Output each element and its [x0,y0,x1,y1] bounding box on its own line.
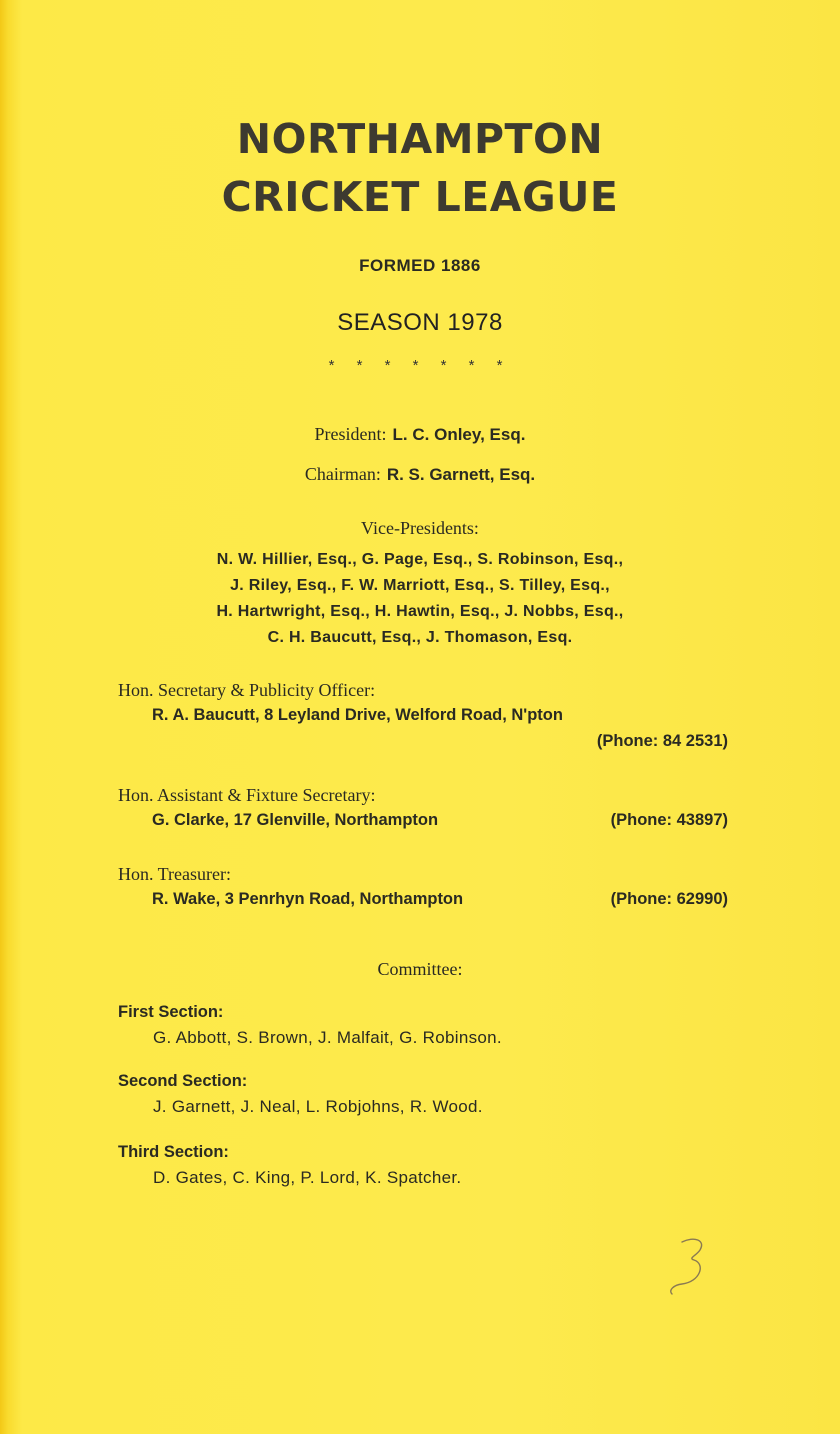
treasurer-phone: (Phone: 62990) [610,890,728,908]
committee-label: Committee: [377,959,463,979]
vice-presidents-label: Vice-Presidents: [361,518,479,538]
section-members: J. Garnett, J. Neal, L. Robjohns, R. Wood. [153,1097,483,1116]
title-line-2: CRICKET LEAGUE [221,173,619,221]
secretary-phone: (Phone: 84 2531) [596,732,728,750]
formed-year: FORMED 1886 [359,256,481,275]
chairman-name: R. S. Garnett, Esq. [386,465,536,484]
vice-presidents-line: N. W. Hillier, Esq., G. Page, Esq., S. Robinson, Esq., [216,551,624,568]
treasurer-details: R. Wake, 3 Penrhyn Road, Northampton [152,890,464,908]
president-line [0,424,840,445]
section-members: D. Gates, C. King, P. Lord, K. Spatcher. [153,1168,462,1187]
chairman-line [0,464,840,485]
vice-presidents-line: C. H. Baucutt, Esq., J. Thomason, Esq. [267,629,573,646]
assistant-block [118,783,728,833]
secretary-label: Hon. Secretary & Publicity Officer: [118,680,376,700]
handwritten-page-mark [660,1232,720,1302]
section-title: Second Section: [118,1072,248,1090]
treasurer-block [118,862,728,912]
committee-first-section [118,1000,728,1052]
section-title: First Section: [118,1003,224,1021]
committee-second-section [118,1069,728,1121]
section-members: G. Abbott, S. Brown, J. Malfait, G. Robinson. [153,1028,502,1047]
secretary-details: R. A. Baucutt, 8 Leyland Drive, Welford Road, N'pton [152,706,563,724]
vice-presidents-line: H. Hartwright, Esq., H. Hawtin, Esq., J. Nobbs, Esq., [216,603,624,620]
assistant-label: Hon. Assistant & Fixture Secretary: [118,785,376,805]
treasurer-label: Hon. Treasurer: [118,864,231,884]
title-line-1: NORTHAMPTON [236,115,604,163]
assistant-phone: (Phone: 43897) [610,811,728,829]
assistant-details: G. Clarke, 17 Glenville, Northampton [152,811,439,829]
section-title: Third Section: [118,1143,229,1161]
vice-presidents-list [0,547,840,651]
season-heading: SEASON 1978 [337,309,503,336]
secretary-block [118,678,728,754]
president-name: L. C. Onley, Esq. [392,425,526,444]
chairman-label: Chairman: [304,464,381,484]
league-title [0,110,840,226]
committee-third-section [118,1140,728,1192]
president-label: President: [314,424,387,444]
star-divider: * * * * * * * [328,357,512,374]
vice-presidents-line: J. Riley, Esq., F. W. Marriott, Esq., S. Tilley, Esq., [230,577,610,594]
